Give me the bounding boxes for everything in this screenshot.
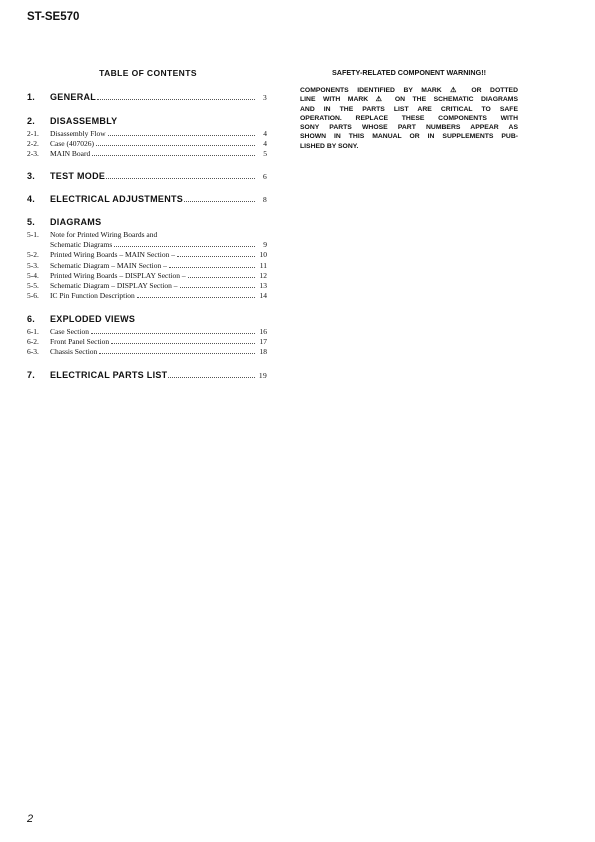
section-page-number: 19: [258, 371, 267, 380]
toc-section-heading[interactable]: [27, 92, 267, 104]
toc-entry[interactable]: [27, 250, 267, 260]
entry-number: 5-1.: [27, 230, 39, 239]
dot-leader: [177, 256, 255, 257]
entry-page-number: 4: [263, 139, 267, 149]
toc-entry[interactable]: [27, 271, 267, 281]
toc-section-heading[interactable]: [27, 370, 267, 382]
section-title: DIAGRAMS: [50, 217, 102, 227]
toc-entry[interactable]: [27, 291, 267, 301]
entry-label: IC Pin Function Description: [50, 291, 135, 301]
section-number: 2.: [27, 116, 36, 126]
toc-section-heading[interactable]: [27, 314, 267, 326]
section-title: GENERAL: [50, 92, 97, 102]
toc-section-heading[interactable]: [27, 194, 267, 206]
entry-label: Case (407026): [50, 139, 94, 149]
toc-section: [27, 171, 267, 183]
entry-page-number: 18: [259, 347, 267, 357]
toc-entry[interactable]: [27, 149, 267, 159]
toc-entry-list: [27, 129, 267, 160]
dot-leader: [96, 145, 255, 146]
entry-page-number: 12: [259, 270, 267, 280]
entry-number: 6-2.: [27, 337, 39, 347]
entry-page-number: 14: [259, 291, 267, 301]
dot-leader: [137, 297, 255, 298]
toc-entry[interactable]: [27, 240, 267, 250]
toc-section: [27, 92, 267, 104]
entry-number: 5-4.: [27, 270, 39, 280]
warning-line: LISHED BY SONY.: [300, 142, 359, 150]
section-page-number: 8: [262, 195, 267, 204]
dot-leader: [114, 246, 255, 247]
section-page-number: 6: [262, 172, 267, 181]
toc-section: [27, 194, 267, 206]
entry-number: 6-1.: [27, 327, 39, 336]
section-number: 7.: [27, 370, 36, 380]
toc-entry[interactable]: [27, 337, 267, 347]
section-number: 1.: [27, 92, 36, 102]
toc-section-heading[interactable]: [27, 171, 267, 183]
section-title: EXPLODED VIEWS: [50, 314, 136, 324]
toc-section-heading[interactable]: [27, 116, 267, 128]
dot-leader: [91, 333, 255, 334]
warning-line: AND IN THE PARTS LIST ARE CRITICAL TO SAFE: [300, 105, 518, 113]
toc-entry-list: [27, 230, 267, 301]
entry-label: Printed Wiring Boards – DISPLAY Section –: [50, 270, 186, 280]
section-title: ELECTRICAL PARTS LIST: [50, 370, 168, 380]
toc-section-heading[interactable]: [27, 217, 267, 229]
dot-leader: [111, 343, 255, 344]
section-title: TEST MODE: [50, 171, 106, 181]
entry-number: 5-3.: [27, 260, 39, 270]
safety-warning-body: [300, 86, 518, 151]
toc-entry[interactable]: [27, 261, 267, 271]
toc-entry[interactable]: [27, 347, 267, 357]
warning-line: OPERATION. REPLACE THESE COMPONENTS WITH: [300, 114, 518, 122]
section-number: 6.: [27, 314, 36, 324]
section-page-number: 3: [262, 93, 267, 102]
entry-label: Schematic Diagrams: [50, 240, 113, 250]
entry-number: 2-1.: [27, 129, 39, 138]
dot-leader: [168, 377, 255, 378]
entry-label: Printed Wiring Boards – MAIN Section –: [50, 250, 175, 260]
table-of-contents: [27, 68, 267, 380]
warning-line: SHOWN IN THIS MANUAL OR IN SUPPLEMENTS PUB-: [300, 133, 518, 141]
section-number: 3.: [27, 171, 36, 181]
dot-leader: [169, 267, 255, 268]
dot-leader: [106, 178, 255, 179]
entry-page-number: 9: [263, 240, 267, 250]
section-number: 4.: [27, 194, 36, 204]
toc-entry-list: [27, 327, 267, 358]
entry-label: Case Section: [50, 327, 89, 336]
entry-page-number: 17: [259, 337, 267, 347]
toc-section: [27, 217, 267, 301]
warning-line: COMPONENTS IDENTIFIED BY MARK ⚠ OR DOTTED: [300, 87, 518, 94]
dot-leader: [184, 201, 255, 202]
safety-warning-title: SAFETY-RELATED COMPONENT WARNING!!: [332, 68, 486, 77]
toc-section: [27, 314, 267, 358]
entry-page-number: 11: [259, 260, 267, 270]
entry-number: 6-3.: [27, 347, 39, 357]
entry-page-number: 13: [259, 280, 267, 290]
toc-entry[interactable]: [27, 129, 267, 139]
entry-label: MAIN Board: [50, 149, 91, 159]
toc-section: [27, 370, 267, 382]
entry-label: Front Panel Section: [50, 337, 110, 347]
toc-entry[interactable]: [27, 230, 267, 240]
dot-leader: [99, 353, 255, 354]
toc-title: TABLE OF CONTENTS: [99, 68, 197, 78]
safety-warning: [300, 68, 518, 151]
entry-number: 5-2.: [27, 250, 39, 260]
dot-leader: [92, 155, 255, 156]
toc-entry[interactable]: [27, 327, 267, 337]
page-number: 2: [27, 813, 34, 825]
dot-leader: [180, 287, 255, 288]
entry-number: 5-5.: [27, 280, 39, 290]
entry-number: 2-2.: [27, 139, 39, 149]
entry-page-number: 5: [263, 149, 267, 159]
warning-line: LINE WITH MARK ⚠ ON THE SCHEMATIC DIAGRAMS: [300, 96, 518, 104]
dot-leader: [188, 277, 255, 278]
entry-label: Note for Printed Wiring Boards and: [50, 230, 158, 239]
warning-line: SONY PARTS WHOSE PART NUMBERS APPEAR AS: [300, 124, 518, 132]
toc-entry[interactable]: [27, 139, 267, 149]
entry-label: Disassembly Flow: [50, 129, 106, 138]
entry-label: Schematic Diagram – DISPLAY Section –: [50, 280, 178, 290]
entry-page-number: 16: [259, 327, 267, 336]
entry-number: 2-3.: [27, 149, 39, 159]
toc-section: [27, 116, 267, 160]
section-number: 5.: [27, 217, 36, 227]
dot-leader: [108, 135, 255, 136]
section-title: ELECTRICAL ADJUSTMENTS: [50, 194, 184, 204]
entry-page-number: 4: [263, 129, 267, 138]
entry-page-number: 10: [259, 250, 267, 260]
entry-label: Schematic Diagram – MAIN Section –: [50, 260, 167, 270]
entry-label: Chassis Section: [50, 347, 98, 357]
entry-number: 5-6.: [27, 291, 39, 301]
dot-leader: [97, 99, 255, 100]
model-number: ST-SE570: [27, 11, 80, 23]
section-title: DISASSEMBLY: [50, 116, 118, 126]
toc-entry[interactable]: [27, 281, 267, 291]
